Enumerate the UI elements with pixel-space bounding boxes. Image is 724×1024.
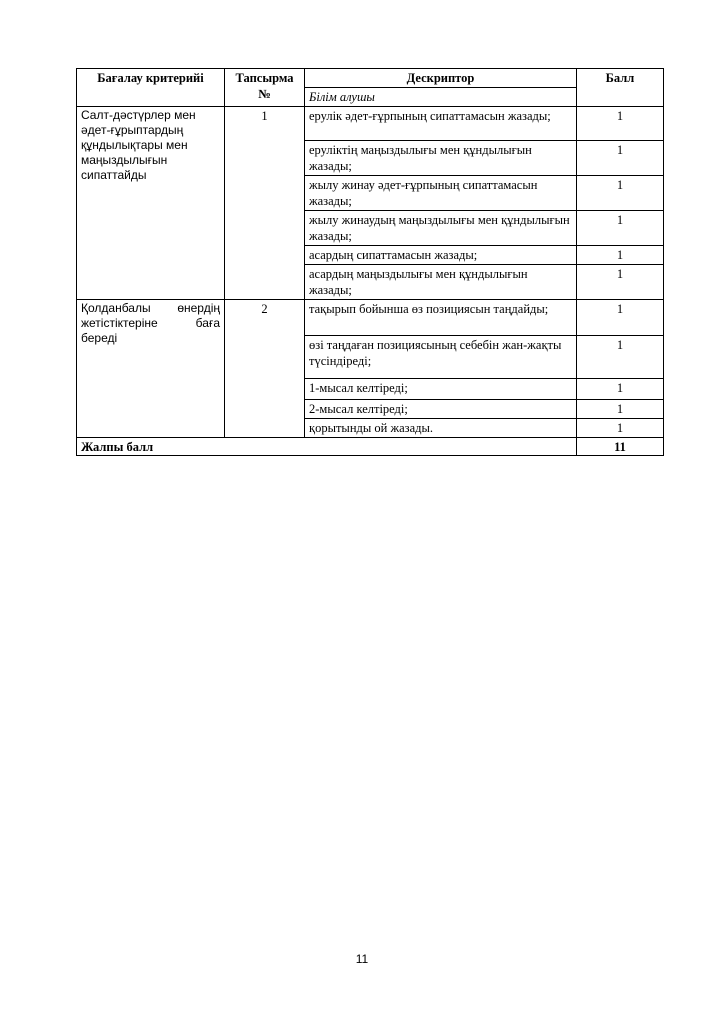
- header-criterion: Бағалау критерийі: [77, 69, 225, 107]
- score-cell: 1: [577, 211, 664, 246]
- header-descriptor: Дескриптор: [305, 69, 577, 88]
- descriptor-cell: өзі таңдаған позициясының себебін жан-жақты түсіндіреді;: [305, 336, 577, 379]
- score-cell: 1: [577, 107, 664, 141]
- score-cell: 1: [577, 379, 664, 400]
- descriptor-cell: жылу жинаудың маңыздылығы мен құндылығын жазады;: [305, 211, 577, 246]
- descriptor-cell: ерулiктің маңыздылығы мен құндылығын жазады;: [305, 141, 577, 176]
- descriptor-cell: жылу жинау әдет-ғұрпының сипаттамасын жазады;: [305, 176, 577, 211]
- score-cell: 1: [577, 419, 664, 438]
- descriptor-cell: тақырып бойынша өз позициясын таңдайды;: [305, 300, 577, 336]
- score-cell: 1: [577, 400, 664, 419]
- assessment-rubric-table: [76, 68, 664, 456]
- score-cell: 1: [577, 265, 664, 300]
- descriptor-cell: қорытынды ой жазады.: [305, 419, 577, 438]
- task-number-cell: 1: [225, 107, 305, 300]
- descriptor-cell: асардың маңыздылығы мен құндылығын жазады;: [305, 265, 577, 300]
- score-cell: 1: [577, 300, 664, 336]
- score-cell: 1: [577, 336, 664, 379]
- total-value: 11: [577, 438, 664, 456]
- page-number: 11: [355, 952, 369, 966]
- subheader-learner: Білім алушы: [305, 88, 577, 107]
- score-cell: 1: [577, 176, 664, 211]
- table-row: [77, 300, 664, 336]
- descriptor-cell: 1-мысал келтіреді;: [305, 379, 577, 400]
- total-row: [77, 438, 664, 456]
- header-row: [77, 69, 664, 88]
- score-cell: 1: [577, 141, 664, 176]
- criterion-cell: Қолданбалы өнердің жетістіктеріне баға береді: [77, 300, 225, 438]
- criterion-cell: Салт-дәстүрлер мен әдет-ғұрыптардың құндылықтары мен маңыздылығын сипаттайды: [77, 107, 225, 300]
- total-label: Жалпы балл: [77, 438, 577, 456]
- header-score: Балл: [577, 69, 664, 107]
- task-number-cell: 2: [225, 300, 305, 438]
- header-task: Тапсырма №: [225, 69, 305, 107]
- descriptor-cell: 2-мысал келтіреді;: [305, 400, 577, 419]
- descriptor-cell: ерулік әдет-ғұрпының сипаттамасын жазады;: [305, 107, 577, 141]
- table-row: [77, 107, 664, 141]
- descriptor-cell: асардың сипаттамасын жазады;: [305, 246, 577, 265]
- score-cell: 1: [577, 246, 664, 265]
